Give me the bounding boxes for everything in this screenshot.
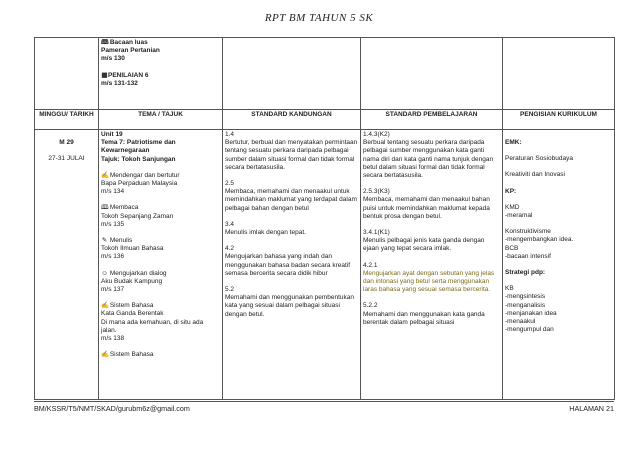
rpt-table — [34, 37, 615, 400]
pembelajaran-code: 3.4.1(K1) — [363, 229, 390, 237]
spacer — [225, 278, 358, 286]
spacer — [101, 229, 220, 237]
strategi-item: -menaakul — [505, 318, 536, 326]
tema-item-heading: Mendengar dan bertutur — [109, 171, 180, 179]
book-icon: 🕮 — [101, 39, 109, 46]
top-row-tema-cell — [99, 38, 223, 110]
bacaan-luas-label: Bacaan luas — [109, 39, 148, 46]
kp-item: KMD — [505, 203, 520, 211]
tema-item-heading: Mengujarkan dialog — [109, 269, 167, 277]
pengisian-cell — [503, 130, 615, 400]
col-header-kandungan: STANDARD KANDUNGAN — [223, 110, 361, 130]
pembelajaran-text: Memahami dan menggunakan kata ganda berentak dalam pelbagai situasi — [363, 310, 485, 326]
pembelajaran-text: Mengujarkan ayat dengan sebutan yang jelas dan intonasi yang betul serta menggunakan laras bahasa yang sesuai semasa bercerita. — [363, 269, 495, 294]
kandungan-text: Mengujarkan bahasa yang indah dan menggunakan bahasa badan secara kreatif semasa bercerita secara didik hibur — [225, 253, 351, 277]
strategi-label: Strategi pdp: — [505, 269, 546, 277]
penilaian-label: PENILAIAN 6 — [108, 71, 149, 79]
top-row — [35, 38, 615, 110]
tema-item-line: Tokoh Sepanjang Zaman — [101, 212, 174, 220]
hand-icon: ✍ — [101, 302, 110, 310]
tema-item-line: Di mana ada kemahuan, di situ ada jalan. — [101, 318, 204, 334]
col-header-minggu: MINGGU/ TARIKH — [35, 110, 99, 130]
tema-item-heading: Membaca — [109, 204, 139, 212]
emk-item: Peraturan Sosiobudaya — [505, 155, 573, 163]
spacer — [363, 294, 500, 302]
page-footer — [34, 401, 614, 413]
tema-item-heading-row — [101, 270, 220, 278]
spacer — [225, 172, 358, 180]
pembelajaran-code: 1.4.3(K2) — [363, 131, 390, 138]
kandungan-text: Bertutur, berbual dan menyatakan permintaan tentang sesuatu perkara daripada pelbagai sumber dalam situasi formal dan tidak formal secara bertatasusila. — [225, 139, 358, 171]
emk-label: EMK: — [505, 139, 522, 146]
page-title: RPT BM TAHUN 5 SK — [264, 12, 374, 24]
strategi-item: -mengumpul dan — [505, 326, 554, 334]
tema-item-heading: Sistem Bahasa — [109, 302, 154, 310]
tema-item-line: m/s 138 — [101, 335, 125, 343]
kandungan-code: 2.5 — [225, 180, 235, 188]
tema-item-line: m/s 135 — [101, 220, 125, 228]
strategi-item: -mengsintesis — [505, 293, 546, 301]
listening-icon: ✍ — [101, 171, 110, 179]
kp-item: -bacaan intensif — [505, 252, 551, 260]
kp-item: -mengembangkan idea. — [505, 236, 574, 244]
tema-item-line: m/s 134 — [101, 188, 125, 196]
top-row-empty-cell — [35, 38, 99, 110]
spacer — [101, 164, 220, 172]
pembelajaran-text: Menulis pelbagai jenis kata ganda dengan ejaan yang tepat secara imlak. — [363, 237, 485, 253]
tema-item-heading-row — [101, 237, 220, 245]
kandungan-code: 1.4 — [225, 131, 235, 138]
tarikh-value: 27-31 JULAI — [48, 155, 85, 163]
top-row-empty-cell — [503, 38, 615, 110]
pembelajaran-text: Membaca, memahami dan menaakul bahan puisi untuk memindahkan maklumat kepada bentuk prosa dengan betul. — [363, 196, 490, 220]
penilaian-page: m/s 131-132 — [101, 79, 138, 87]
header-row — [35, 110, 615, 130]
minggu-value: M 29 — [59, 139, 74, 146]
tema-item-line: Tokoh Ilmuan Bahasa — [101, 245, 164, 253]
spacer — [363, 254, 500, 262]
spacer — [363, 180, 500, 188]
pembelajaran-code: 2.5.3(K3) — [363, 188, 390, 196]
pameran-page: m/s 130 — [101, 55, 125, 63]
pembelajaran-list — [363, 131, 500, 327]
tema-item-heading-row — [101, 204, 220, 212]
tema-cell — [99, 130, 223, 400]
tema-item-line: m/s 136 — [101, 253, 125, 261]
kandungan-code: 3.4 — [225, 220, 235, 228]
tema-item-heading-row — [101, 302, 220, 310]
tema-item-heading: Sistem Bahasa — [109, 351, 154, 359]
tema-label: Tema 7: Patriotisme dan Kewarnegaraan — [101, 139, 176, 155]
page-number: HALAMAN 21 — [569, 404, 614, 413]
spacer — [225, 213, 358, 221]
tema-item-heading: Menulis — [109, 237, 133, 245]
pameran-label: Pameran Pertanian — [101, 47, 160, 55]
content-row — [35, 130, 615, 400]
pencil-icon: ✎ — [101, 237, 108, 245]
kandungan-text: Membaca, memahami dan menaakul untuk memindahkan maklumat yang terdapat dalam pelbagai bahan dengan betul — [225, 188, 357, 212]
kandungan-code: 5.2 — [225, 286, 235, 294]
tema-item-line: Kata Ganda Berentak — [101, 310, 164, 318]
week-cell — [35, 130, 99, 400]
pembelajaran-cell — [361, 130, 503, 400]
tema-item-heading-row — [101, 172, 220, 180]
tema-items — [101, 164, 220, 360]
kandungan-code: 4.2 — [225, 245, 235, 253]
footer-email: BM/KSSR/T5/NMT/SKAD/gurubm6z@gmail.com — [34, 404, 190, 413]
kandungan-cell — [223, 130, 361, 400]
pembelajaran-code: 5.2.2 — [363, 302, 378, 310]
kp-item: -meramal — [505, 212, 533, 220]
tema-item-line: m/s 137 — [101, 286, 125, 294]
assessment-icon: ▦ — [101, 71, 108, 79]
strategi-item: -menjanakan idea — [505, 309, 557, 317]
tema-item-line: Aku Budak Kampung — [101, 277, 163, 285]
hand-icon: ✍ — [101, 351, 110, 359]
tajuk-label: Tajuk: Tokoh Sanjungan — [101, 155, 176, 163]
smiley-icon: ☺ — [101, 269, 108, 277]
kp-item: BCB — [505, 244, 519, 252]
spacer — [101, 262, 220, 270]
pembelajaran-text: Berbual tentang sesuatu perkara daripada pelbagai sumber menggunakan kata ganti nama diri dan kata ganti nama tunjuk dengan betul dalam situasi formal dan tidak formal secara bertatasusila. — [363, 139, 494, 180]
pembelajaran-code: 4.2.1 — [363, 261, 378, 269]
top-row-empty-cell — [361, 38, 503, 110]
col-header-pengisian: PENGISIAN KURIKULUM — [503, 110, 615, 130]
kandungan-text: Menulis imlak dengan tepat. — [225, 229, 306, 237]
kandungan-text: Memahami dan menggunakan pembentukan kata yang sesuai dalam pelbagai situasi dengan betul. — [225, 294, 355, 318]
spacer — [363, 221, 500, 229]
col-header-pembelajaran: STANDARD PEMBELAJARAN — [361, 110, 503, 130]
col-header-tema: TEMA / TAJUK — [99, 110, 223, 130]
unit-label: Unit 19 — [101, 131, 123, 138]
spacer — [225, 237, 358, 245]
tema-item-heading-row — [101, 351, 220, 359]
tema-item-line: Bapa Perpaduan Malaysia — [101, 180, 178, 188]
kandungan-list — [225, 131, 358, 319]
strategi-item: KB — [505, 285, 514, 293]
kp-label: KP: — [505, 187, 517, 195]
emk-item: Kreativiti dan Inovasi — [505, 171, 565, 179]
book-icon: 🕮 — [101, 204, 109, 212]
kp-item: Konstruktivisme — [505, 228, 551, 236]
top-row-empty-cell — [223, 38, 361, 110]
strategi-item: -menganalisis — [505, 301, 546, 309]
